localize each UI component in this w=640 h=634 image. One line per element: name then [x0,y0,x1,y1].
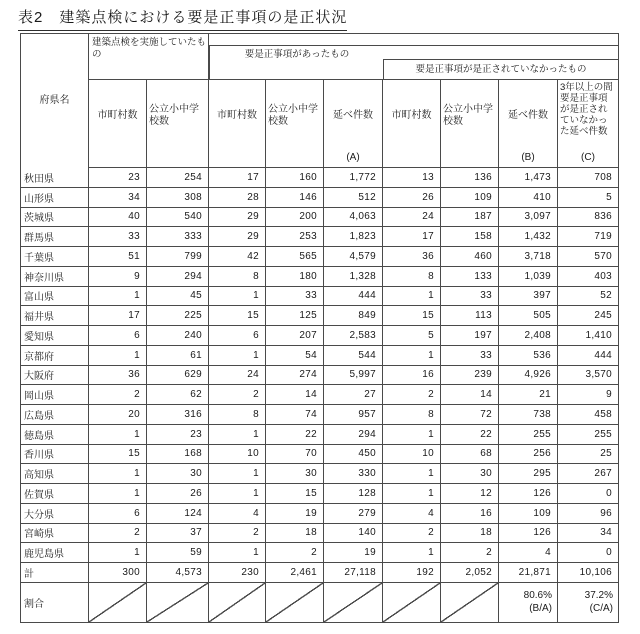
value-cell: 72 [441,405,499,425]
row-header-cell: 佐賀県 [21,484,89,504]
value-cell: 450 [324,445,383,465]
value-cell: 96 [558,504,618,524]
value-cell: 19 [266,504,324,524]
value-cell: 1 [89,484,147,504]
value-cell: 1,772 [324,168,383,188]
row-header-cell: 群馬県 [21,227,89,247]
ratio-formula: (C/A) [589,603,613,615]
value-cell: 18 [266,524,324,544]
value-cell: 16 [383,366,441,386]
value-cell: 2 [383,524,441,544]
value-cell: 3,570 [558,366,618,386]
value-cell: 308 [147,188,209,208]
row-header-cell: 千葉県 [21,247,89,267]
value-cell: 1 [383,287,441,307]
table-row [21,227,618,247]
value-cell: 1 [209,464,266,484]
slash-cell [147,583,209,622]
value-cell: 146 [266,188,324,208]
value-cell: 458 [558,405,618,425]
slash-cell [89,583,147,622]
value-cell: 197 [441,326,499,346]
table-row [21,543,618,563]
value-cell: 4,579 [324,247,383,267]
value-cell: 0 [558,543,618,563]
value-cell: 540 [147,208,209,228]
value-cell: 330 [324,464,383,484]
value-cell: 1 [209,346,266,366]
value-cell: 9 [89,267,147,287]
table-row [21,484,618,504]
value-cell: 719 [558,227,618,247]
value-cell: 240 [147,326,209,346]
value-cell: 42 [209,247,266,267]
table-row [21,385,618,405]
column-header-total-cases-a: 延べ件数 (A) [324,80,383,168]
value-cell: 300 [89,563,147,583]
row-header-cell: 広島県 [21,405,89,425]
value-cell: 160 [266,168,324,188]
value-cell: 267 [558,464,618,484]
value-cell: 1 [383,543,441,563]
table-row [21,188,618,208]
table-row [21,247,618,267]
value-cell: 460 [441,247,499,267]
value-cell: 5 [558,188,618,208]
ratio-cell [499,583,558,622]
column-header-three-years-c: 3年以上の間要是正事項が是正されていなかった延べ件数 (C) [558,80,618,168]
value-cell: 68 [441,445,499,465]
value-cell: 40 [89,208,147,228]
value-cell: 1 [383,425,441,445]
value-cell: 62 [147,385,209,405]
value-cell: 54 [266,346,324,366]
value-cell: 738 [499,405,558,425]
value-cell: 1,328 [324,267,383,287]
value-cell: 1 [209,425,266,445]
value-cell: 333 [147,227,209,247]
value-cell: 279 [324,504,383,524]
row-header-cell: 徳島県 [21,425,89,445]
value-cell: 23 [147,425,209,445]
value-cell: 16 [441,504,499,524]
column-header-schools-1: 公立小中学校数 [147,80,209,168]
value-cell: 34 [558,524,618,544]
value-cell: 36 [89,366,147,386]
value-cell: 158 [441,227,499,247]
value-cell: 2 [89,385,147,405]
group-header-inspected: 建築点検を実施していたもの [89,34,209,80]
value-cell: 74 [266,405,324,425]
row-header-cell: 岡山県 [21,385,89,405]
value-cell: 836 [558,208,618,228]
value-cell: 15 [383,306,441,326]
value-cell: 6 [89,504,147,524]
value-cell: 207 [266,326,324,346]
value-cell: 192 [383,563,441,583]
row-header-cell: 秋田県 [21,168,89,188]
value-cell: 15 [266,484,324,504]
value-cell: 12 [441,484,499,504]
value-cell: 109 [499,504,558,524]
value-cell: 225 [147,306,209,326]
table-row [21,326,618,346]
value-cell: 1 [89,464,147,484]
value-cell: 20 [89,405,147,425]
value-cell: 28 [209,188,266,208]
value-cell: 2 [89,524,147,544]
total-row [21,563,618,583]
slash-cell [383,583,441,622]
row-header-cell: 神奈川県 [21,267,89,287]
row-header-cell: 鹿児島県 [21,543,89,563]
table-row [21,524,618,544]
value-cell: 168 [147,445,209,465]
value-cell: 26 [147,484,209,504]
value-cell: 33 [441,287,499,307]
ratio-cell [558,583,618,622]
value-cell: 33 [89,227,147,247]
value-cell: 24 [383,208,441,228]
column-header-municipalities-1: 市町村数 [89,80,147,168]
value-cell: 1 [383,346,441,366]
column-header-municipalities-2: 市町村数 [209,80,266,168]
column-header-schools-2: 公立小中学校数 [266,80,324,168]
row-header-cell: 茨城県 [21,208,89,228]
value-cell: 2 [441,543,499,563]
value-cell: 124 [147,504,209,524]
value-cell: 410 [499,188,558,208]
value-cell: 544 [324,346,383,366]
value-cell: 294 [147,267,209,287]
value-cell: 708 [558,168,618,188]
ratio-percentage: 37.2% [584,590,613,602]
value-cell: 397 [499,287,558,307]
value-cell: 8 [383,267,441,287]
value-cell: 125 [266,306,324,326]
value-cell: 294 [324,425,383,445]
value-cell: 6 [209,326,266,346]
row-header-cell: 計 [21,563,89,583]
value-cell: 3,718 [499,247,558,267]
value-cell: 1,410 [558,326,618,346]
value-cell: 274 [266,366,324,386]
ratio-formula: (B/A) [529,603,552,615]
value-cell: 10,106 [558,563,618,583]
value-cell: 403 [558,267,618,287]
value-cell: 21 [499,385,558,405]
column-header-total-cases-b: 延べ件数 (B) [499,80,558,168]
value-cell: 30 [147,464,209,484]
value-cell: 256 [499,445,558,465]
value-cell: 27,118 [324,563,383,583]
value-cell: 25 [558,445,618,465]
value-cell: 5,997 [324,366,383,386]
column-header-municipalities-3: 市町村数 [383,80,441,168]
value-cell: 5 [383,326,441,346]
row-header-cell: 宮崎県 [21,524,89,544]
value-cell: 29 [209,208,266,228]
value-cell: 1,823 [324,227,383,247]
value-cell: 17 [209,168,266,188]
value-cell: 4 [383,504,441,524]
table-row [21,208,618,228]
value-cell: 113 [441,306,499,326]
value-cell: 26 [383,188,441,208]
value-cell: 570 [558,247,618,267]
row-header-cell: 割合 [21,583,89,622]
value-cell: 0 [558,484,618,504]
value-cell: 13 [383,168,441,188]
value-cell: 10 [383,445,441,465]
value-cell: 1,473 [499,168,558,188]
slash-cell [324,583,383,622]
value-cell: 1 [89,425,147,445]
value-cell: 255 [499,425,558,445]
slash-cell [209,583,266,622]
value-cell: 15 [89,445,147,465]
value-cell: 2,052 [441,563,499,583]
value-cell: 17 [89,306,147,326]
table-row [21,306,618,326]
value-cell: 30 [266,464,324,484]
value-cell: 33 [266,287,324,307]
row-header-cell: 愛知県 [21,326,89,346]
group-header-not-corrected: 要是正事項が是正されていなかったもの [383,59,618,80]
value-cell: 4,926 [499,366,558,386]
value-cell: 245 [558,306,618,326]
value-cell: 2,408 [499,326,558,346]
value-cell: 1 [383,464,441,484]
value-cell: 255 [558,425,618,445]
table-row [21,168,618,188]
value-cell: 4 [499,543,558,563]
value-cell: 1 [209,484,266,504]
value-cell: 34 [89,188,147,208]
value-cell: 200 [266,208,324,228]
value-cell: 2 [383,385,441,405]
value-cell: 27 [324,385,383,405]
value-cell: 1 [209,287,266,307]
value-cell: 180 [266,267,324,287]
value-cell: 2,583 [324,326,383,346]
corner-header-prefecture: 府県名 [21,34,89,168]
value-cell: 22 [266,425,324,445]
table-row [21,366,618,386]
value-cell: 239 [441,366,499,386]
value-cell: 4,063 [324,208,383,228]
value-cell: 45 [147,287,209,307]
row-header-cell: 山形県 [21,188,89,208]
value-cell: 565 [266,247,324,267]
table-header [21,34,618,168]
value-cell: 536 [499,346,558,366]
value-cell: 24 [209,366,266,386]
value-cell: 14 [266,385,324,405]
row-header-cell: 富山県 [21,287,89,307]
value-cell: 957 [324,405,383,425]
value-cell: 19 [324,543,383,563]
table-row [21,405,618,425]
row-header-cell: 福井県 [21,306,89,326]
value-cell: 15 [209,306,266,326]
row-header-cell: 大分県 [21,504,89,524]
column-header-schools-3: 公立小中学校数 [441,80,499,168]
value-cell: 61 [147,346,209,366]
value-cell: 4 [209,504,266,524]
page-title: 表2 建築点検における要是正事項の是正状況 [18,6,347,31]
value-cell: 37 [147,524,209,544]
value-cell: 52 [558,287,618,307]
value-cell: 316 [147,405,209,425]
table-row [21,346,618,366]
value-cell: 1 [383,484,441,504]
value-cell: 10 [209,445,266,465]
value-cell: 126 [499,524,558,544]
value-cell: 136 [441,168,499,188]
value-cell: 1 [89,287,147,307]
value-cell: 33 [441,346,499,366]
ratio-row [21,583,618,622]
row-header-cell: 香川県 [21,445,89,465]
value-cell: 36 [383,247,441,267]
value-cell: 629 [147,366,209,386]
value-cell: 23 [89,168,147,188]
value-cell: 1 [209,543,266,563]
value-cell: 3,097 [499,208,558,228]
value-cell: 30 [441,464,499,484]
value-cell: 128 [324,484,383,504]
value-cell: 1,432 [499,227,558,247]
value-cell: 1,039 [499,267,558,287]
value-cell: 29 [209,227,266,247]
table-row [21,464,618,484]
value-cell: 21,871 [499,563,558,583]
value-cell: 295 [499,464,558,484]
stat-table [20,33,619,623]
value-cell: 9 [558,385,618,405]
value-cell: 230 [209,563,266,583]
value-cell: 2 [266,543,324,563]
slash-cell [266,583,324,622]
value-cell: 18 [441,524,499,544]
value-cell: 4,573 [147,563,209,583]
value-cell: 254 [147,168,209,188]
table-row [21,425,618,445]
value-cell: 14 [441,385,499,405]
value-cell: 8 [383,405,441,425]
value-cell: 2,461 [266,563,324,583]
ratio-percentage: 80.6% [523,590,552,602]
value-cell: 1 [89,543,147,563]
value-cell: 22 [441,425,499,445]
value-cell: 2 [209,524,266,544]
value-cell: 133 [441,267,499,287]
value-cell: 51 [89,247,147,267]
table-body [21,168,618,622]
value-cell: 59 [147,543,209,563]
table-row [21,267,618,287]
value-cell: 253 [266,227,324,247]
value-cell: 109 [441,188,499,208]
value-cell: 187 [441,208,499,228]
value-cell: 849 [324,306,383,326]
value-cell: 444 [324,287,383,307]
row-header-cell: 高知県 [21,464,89,484]
value-cell: 8 [209,405,266,425]
table-row [21,287,618,307]
value-cell: 17 [383,227,441,247]
value-cell: 8 [209,267,266,287]
table-row [21,504,618,524]
value-cell: 140 [324,524,383,544]
value-cell: 505 [499,306,558,326]
group-header-had-items-label: 要是正事項があったもの [244,49,350,60]
value-cell: 1 [89,346,147,366]
table-row [21,445,618,465]
slash-cell [441,583,499,622]
value-cell: 444 [558,346,618,366]
row-header-cell: 京都府 [21,346,89,366]
value-cell: 126 [499,484,558,504]
value-cell: 799 [147,247,209,267]
value-cell: 2 [209,385,266,405]
row-header-cell: 大阪府 [21,366,89,386]
value-cell: 6 [89,326,147,346]
value-cell: 70 [266,445,324,465]
value-cell: 512 [324,188,383,208]
